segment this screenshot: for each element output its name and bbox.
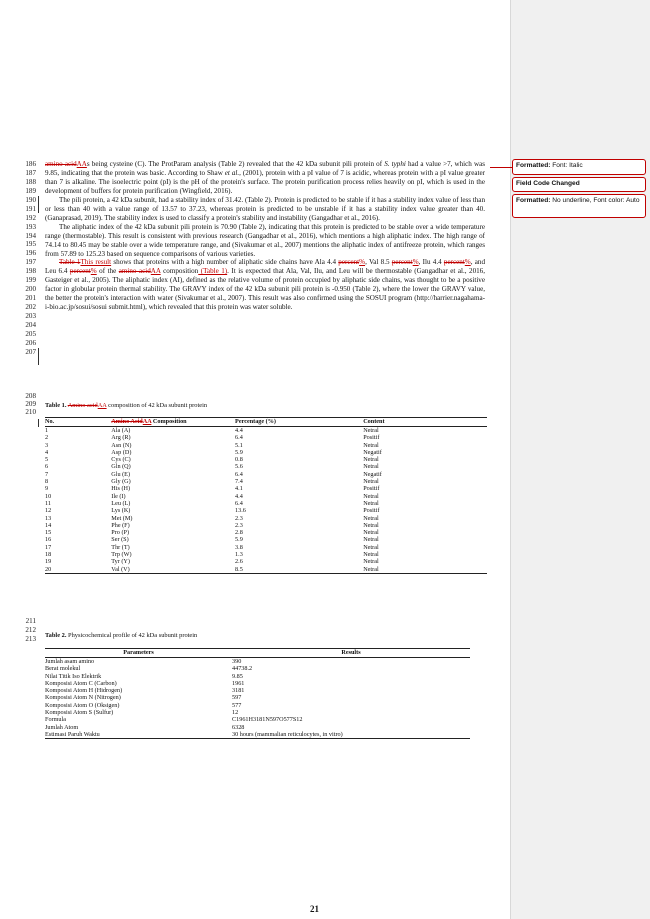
table-cell: Jumlah asam amino (45, 658, 95, 665)
table-cell: Netral (363, 558, 379, 566)
line-number: 192 (25, 213, 36, 222)
text-run: composition (160, 267, 199, 276)
line-number: 212 (25, 626, 36, 634)
text-run: , and Leu 6.4 (45, 258, 485, 276)
line-number: 202 (25, 303, 36, 311)
table-row (45, 522, 487, 529)
table-cell: 4 (45, 448, 49, 456)
inserted-text: AA (150, 267, 161, 276)
comment-label: Field Code Changed (516, 180, 580, 187)
table-row (45, 456, 487, 463)
text-run: (2001), protein with a pI value of 7 is acidic, whereas protein with a pI value greater than 7 is alkaline. The isoelectric point (pI) is the pH of the protein's surface. The protein purification process relies heavily on pI, which is used in the development of buffers for protein purification (Wingfield, 2016). (45, 168, 485, 195)
inserted-text: % (90, 267, 97, 276)
table-cell: Thr (T) (111, 543, 130, 551)
table-cell: Phe (F) (111, 521, 130, 529)
table-cell: 17 (45, 543, 52, 551)
text-run: shows that proteins with a high number of aliphatic side chains have Ala 4.4 (111, 258, 339, 267)
table-cell: Komposisi Atom H (Hidrogen) (45, 687, 123, 695)
species-name: S. (384, 160, 390, 168)
table-cell: Formula (45, 716, 66, 724)
table-cell: C1961H3181N597O577S12 (232, 716, 303, 724)
line-numbers (18, 160, 36, 643)
table-cell: Komposisi Atom O (Oksigen) (45, 701, 120, 709)
change-bar (38, 419, 39, 427)
table-row (45, 731, 470, 739)
table-cell: 8 (45, 478, 49, 486)
text-run: . It is expected that Ala, Val, Ilu, and Leu will be thermostable (Gangadhar et al., 2016, Gasteiger et al., 2005). The aliphatic index (AI), defined as the relative volume of protein occupied by aliphatic side chains, was thought to be a positive factor in globular protein thermal stability. The GRAVY index of the 42 kDa subunit pili protein is -0.950 (Table 2), where the lower the GRAVY value, the better the protein's interaction with water (Sivakumar et al., 2007). This result was also confirmed using the SOSUI program (http://harrier.nagahama-i-bio.ac.jp/sosui/sosui submit.html), which revealed that this protein was water soluble. (45, 267, 485, 312)
table-cell: 5.9 (235, 448, 243, 456)
table-cell: 13 (45, 514, 52, 522)
table-row (45, 551, 487, 558)
table-cell: 4.1 (235, 485, 243, 493)
paragraph-stability: The pili protein, a 42 kDa subunit, had a stability index of 31.42. (Table 2). Protein is predicted to be stable if it has a stability index value of less than or less than 40 with a value range of 13.57 to 37.23, whereas protein is predicted to be unstable if it has a stability index value greater than 40. (Ganaprasad, 2019). The stability index is used to classify a protein's stability and instability (Gangadhar et al., 2016). (45, 195, 485, 222)
table-cell: Ile (I) (111, 492, 126, 500)
table-cell: Netral (363, 565, 379, 573)
comment-text: No underline, Font color: Auto (550, 197, 640, 204)
deleted-text: percent (69, 267, 91, 276)
table-cell: Lys (K) (111, 507, 131, 515)
caption-text: composition of 42 kDa subunit protein (106, 402, 208, 409)
table-cell: 2.8 (235, 529, 243, 537)
table-cell: Komposisi Atom C (Carbon) (45, 679, 117, 687)
column-header: Results (232, 649, 470, 658)
table-cell: 12 (232, 709, 239, 717)
header-text: Composition (151, 418, 187, 426)
table-row (45, 493, 487, 500)
line-number: 208 (25, 392, 36, 400)
inserted-text: % (359, 258, 366, 267)
table-cell: Val (V) (111, 565, 130, 573)
caption-label: Table 2. (45, 632, 67, 639)
physicochemical-profile-table (45, 648, 470, 739)
table-row (45, 427, 487, 435)
line-number: 200 (25, 285, 36, 294)
text-run: , Val 8.5 (365, 258, 392, 267)
paragraph-isoelectric (45, 160, 485, 196)
line-number: 187 (25, 168, 36, 177)
table-cell: 2.6 (235, 558, 243, 566)
table-cell: Positif (363, 507, 380, 515)
table-cell: 577 (232, 701, 242, 709)
amino-acid-composition-table (45, 417, 487, 574)
text-run: , Ilu 4.4 (418, 258, 444, 267)
table-cell: 8.5 (235, 565, 243, 573)
table-cell: 2.3 (235, 514, 243, 522)
table-cell: Nilai Titik Iso Elektrik (45, 672, 102, 680)
table-cell: 2 (45, 434, 49, 442)
table-cell: Arg (R) (111, 434, 131, 442)
table-cell: 15 (45, 529, 52, 537)
table-cell: Netral (363, 543, 379, 551)
table-cell: Netral (363, 441, 379, 449)
body-text (45, 160, 485, 312)
comment-connector (490, 167, 512, 168)
table-row (45, 515, 487, 522)
paragraph-aliphatic-chains (45, 258, 485, 312)
inserted-text: (Table 1) (198, 267, 228, 276)
column-header: Content (363, 418, 487, 427)
table-cell: Netral (363, 514, 379, 522)
table-cell: Positif (363, 434, 380, 442)
table-cell: 6.4 (235, 470, 243, 478)
line-number: 211 (25, 617, 36, 625)
line-number: 193 (25, 222, 36, 231)
table-cell: Ser (S) (111, 536, 129, 544)
table-row (45, 680, 470, 687)
deleted-text: amino acid (45, 160, 77, 168)
line-number: 197 (25, 258, 36, 267)
table-row (45, 558, 487, 565)
line-number: 198 (25, 267, 36, 276)
inserted-text: AA (97, 402, 107, 409)
table-cell: Ala (A) (111, 427, 131, 434)
table-cell: 1961 (232, 679, 245, 687)
table-row (45, 485, 487, 492)
table-row (45, 507, 487, 514)
table-row (45, 724, 470, 731)
deleted-text: percent (391, 258, 413, 267)
table1-caption (45, 402, 207, 409)
line-number: 207 (25, 347, 36, 356)
table-cell: Netral (363, 521, 379, 529)
table-row (45, 694, 470, 701)
table-cell: 2.3 (235, 521, 243, 529)
table-row (45, 478, 487, 485)
table-row (45, 500, 487, 507)
text-run: had a value >7, which was 9.85, indicating that the protein was basic. According to (45, 160, 485, 177)
table-cell: 6.4 (235, 499, 243, 507)
line-number: 209 (25, 400, 36, 408)
column-header: Parameters (45, 649, 232, 658)
line-number: 190 (25, 195, 36, 204)
table-cell: Tyr (Y) (111, 558, 130, 566)
line-number: 199 (25, 276, 36, 285)
change-bar (38, 196, 39, 213)
table-cell: 390 (232, 658, 242, 665)
species-name: typhi (389, 160, 406, 168)
table-row (45, 566, 487, 574)
table-row (45, 702, 470, 709)
table-cell: 5.1 (235, 441, 243, 449)
table-cell: 10 (45, 492, 52, 500)
table-cell: Negatif (363, 448, 382, 456)
text-run: of the (96, 267, 119, 276)
table-cell: 7 (45, 470, 49, 478)
table-cell: 3 (45, 441, 49, 449)
table-cell: 4.4 (235, 427, 243, 434)
table-cell: Berat molekul (45, 665, 81, 673)
paragraph-aliphatic: The aliphatic index of the 42 kDa subunit pili protein is 70.90 (Table 2), indicating that this protein is predicted to be stable over a wide temperature range (thermostable). This result is consistent with previous research (Gangadhar et al., 2016), which mentions a high aliphatic index. The high range of 74.14 to 80.45 may be stable over a wide temperature range, and (Sivakumar et al., 2007) mentions the aliphatic index of antifreeze protein, which ranges from 57.89 to 125.23 based on sequence comparisons of various varieties. (45, 222, 485, 258)
table-cell: Komposisi Atom N (Nitrogen) (45, 694, 121, 702)
line-number: 204 (25, 320, 36, 329)
line-number: 201 (25, 294, 36, 303)
table-cell: Gln (Q) (111, 463, 131, 471)
line-number: 206 (25, 338, 36, 347)
table-cell: Netral (363, 492, 379, 500)
table-cell: 597 (232, 694, 242, 702)
line-number: 186 (25, 160, 36, 168)
table-cell: Netral (363, 427, 379, 434)
table-row (45, 665, 470, 672)
table-cell: Netral (363, 551, 379, 559)
column-header (111, 418, 235, 427)
table-cell: 9.85 (232, 672, 243, 680)
table-cell: His (H) (111, 485, 131, 493)
table-cell: Trp (W) (111, 551, 132, 559)
table2-caption (45, 632, 197, 639)
comment-text: Font: Italic (550, 162, 583, 169)
table-cell: 4.4 (235, 492, 243, 500)
table-cell: Asp (D) (111, 448, 132, 456)
deleted-text: percent (338, 258, 360, 267)
table-cell: 12 (45, 507, 52, 515)
comments-margin-pane (510, 0, 650, 919)
table-cell: Netral (363, 529, 379, 537)
table-cell: Komposisi Atom S (Sulfur) (45, 709, 114, 717)
table-cell: 6 (45, 463, 49, 471)
table-cell: Cys (C) (111, 456, 131, 464)
line-number: 189 (25, 186, 36, 195)
table-row (45, 658, 470, 666)
inserted-text: % (464, 258, 471, 267)
caption-text: Physicochemical profile of 42 kDa subunit protein (66, 632, 198, 639)
table-cell: Netral (363, 456, 379, 464)
comment-balloon-field-code[interactable] (512, 177, 646, 192)
table-row (45, 716, 470, 723)
page-number: 21 (310, 904, 319, 914)
table-cell: 9 (45, 485, 49, 493)
table-cell: 14 (45, 521, 52, 529)
table-cell: Pro (P) (111, 529, 130, 537)
table-cell: 3181 (232, 687, 245, 695)
inserted-text: This result (80, 258, 112, 267)
table-row (45, 673, 470, 680)
line-number: 195 (25, 240, 36, 249)
line-number: 210 (25, 408, 36, 416)
deleted-text: Table 1 (59, 258, 81, 267)
table-cell: Netral (363, 478, 379, 486)
change-bar (38, 348, 39, 365)
table-cell: 1.3 (235, 551, 243, 559)
table-cell: 6328 (232, 723, 245, 731)
table-cell: 30 hours (mammalian reticulocytes, in vitro) (232, 730, 343, 738)
column-header: No. (45, 418, 111, 427)
table-cell: Netral (363, 463, 379, 471)
caption-label: Table 1. (45, 402, 67, 409)
text-run: s being cysteine (C). The ProtParam analysis (Table 2) revealed that the 42 kDa subunit pili protein of (86, 160, 385, 168)
deleted-text: Amino Acid (111, 418, 143, 426)
table-cell: Glu (E) (111, 470, 131, 478)
line-number: 205 (25, 329, 36, 338)
table-cell: 16 (45, 536, 52, 544)
inserted-text: AA (76, 160, 87, 168)
inserted-text: % (412, 258, 419, 267)
line-number: 194 (25, 231, 36, 240)
table-header-row (45, 649, 470, 658)
citation-author: Shaw (207, 168, 223, 177)
table-cell: 19 (45, 558, 52, 566)
table-row (45, 471, 487, 478)
table-cell: 13.6 (235, 507, 246, 515)
deleted-text: Amino acid (67, 402, 98, 409)
table-row (45, 434, 487, 441)
table-cell: Leu (L) (111, 499, 131, 507)
table-cell: Met (M) (111, 514, 133, 522)
table-cell: Netral (363, 499, 379, 507)
deleted-text: amino acid (118, 267, 151, 276)
table-row (45, 687, 470, 694)
table-header-row (45, 418, 487, 427)
table-row (45, 709, 470, 716)
table-cell: 0.8 (235, 456, 243, 464)
table-row (45, 442, 487, 449)
table-row (45, 544, 487, 551)
line-number: 188 (25, 177, 36, 186)
table-cell: Gly (G) (111, 478, 131, 486)
table-cell: 7.4 (235, 478, 243, 486)
deleted-text: percent (443, 258, 465, 267)
table-cell: 5 (45, 456, 49, 464)
table-cell: 20 (45, 565, 52, 573)
inserted-text: AA (142, 418, 152, 426)
table-row (45, 449, 487, 456)
table-cell: 11 (45, 499, 51, 507)
table-row (45, 529, 487, 536)
line-number: 196 (25, 249, 36, 258)
table-cell: 5.9 (235, 536, 243, 544)
column-header: Percentage (%) (235, 418, 363, 427)
line-number: 203 (25, 311, 36, 320)
table-cell: 3.8 (235, 543, 243, 551)
table-cell: Asn (N) (111, 441, 132, 449)
line-number: 213 (25, 635, 36, 643)
table-row (45, 536, 487, 543)
table-row (45, 463, 487, 470)
table-cell: 5.6 (235, 463, 243, 471)
table-cell: 18 (45, 551, 52, 559)
citation-etal: et al., (222, 168, 241, 177)
comment-balloon-formatted[interactable] (512, 159, 646, 175)
line-number: 191 (25, 204, 36, 213)
table-cell: 1 (45, 427, 49, 434)
comment-label: Formatted: (516, 162, 551, 169)
table-cell: Positif (363, 485, 380, 493)
table-cell: Negatif (363, 470, 382, 478)
table-cell: Jumlah Atom (45, 723, 79, 731)
table-cell: Netral (363, 536, 379, 544)
table-cell: 6.4 (235, 434, 243, 442)
table-cell: Estimasi Paruh Waktu (45, 730, 100, 738)
comment-label: Formatted: (516, 197, 551, 204)
comment-balloon-formatted-font[interactable] (512, 194, 646, 218)
table-cell: 44738.2 (232, 665, 253, 673)
